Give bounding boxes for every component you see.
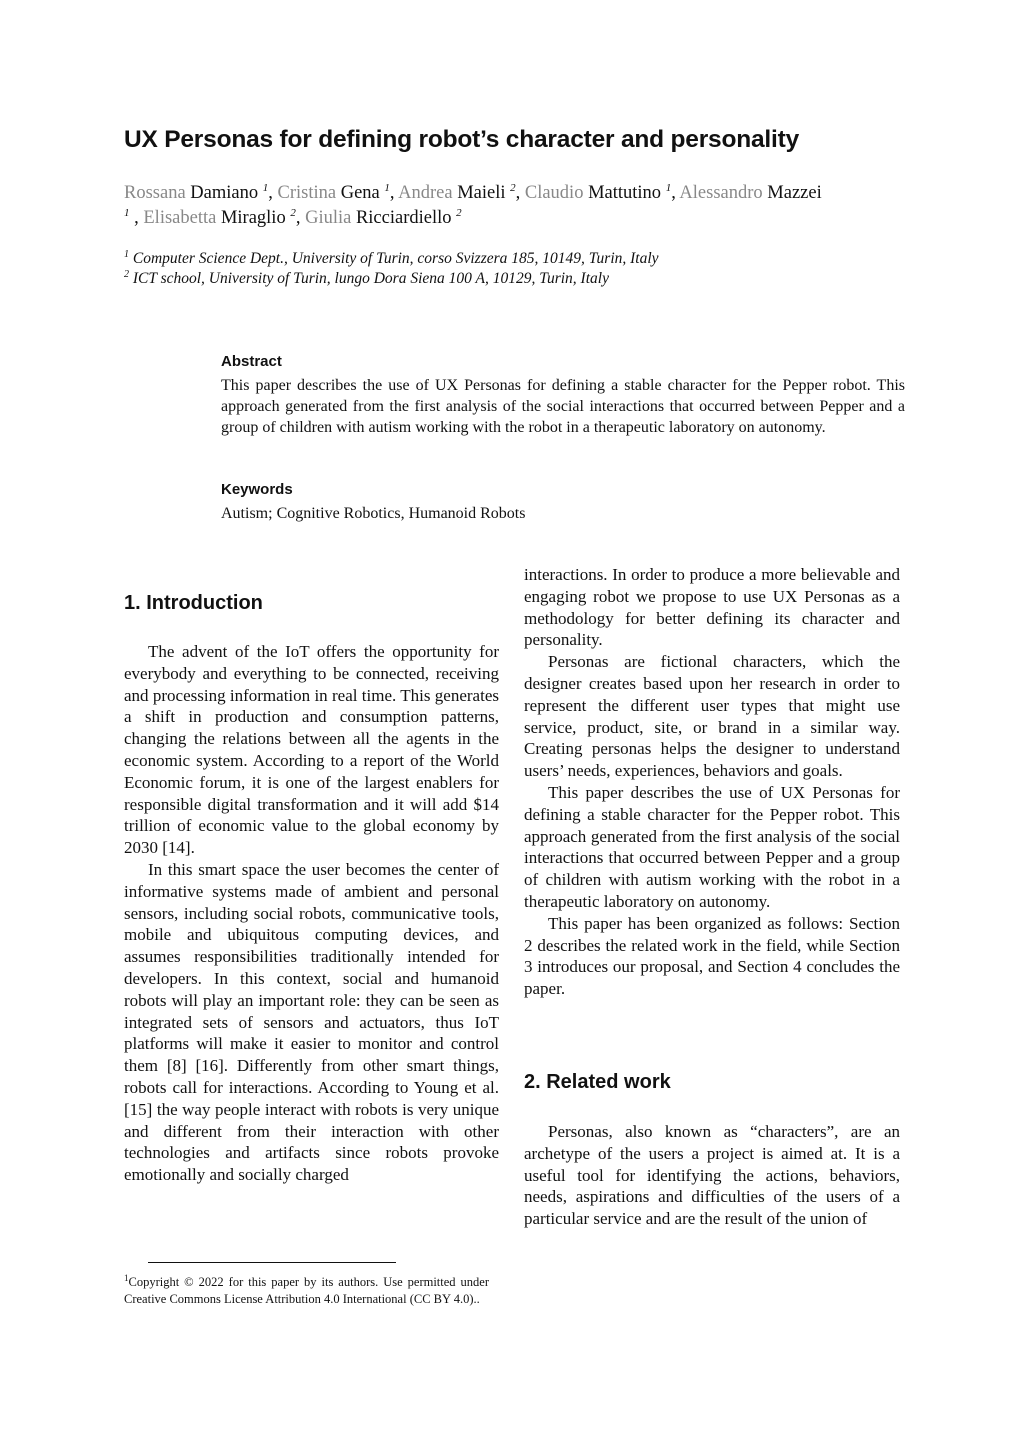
paragraph: In this smart space the user becomes the center of informative systems made of ambient and personal sensors, including social robots, communicative tools, mobile and ubiquitous computing devices, and assumes responsibilities traditionally intended for developers. In this context, social and humanoid robots will play an important role: they can be seen as integrated sets of sensors and actuators, thus IoT platforms will make it easier to monitor and control them [8] [16]. Differently from other smart things, robots call for interactions. According to Young et al. [15] the way people interact with robots is very unique and different from their interaction with other technologies and artifacts since robots provoke emotionally and socially charged — [124, 859, 499, 1185]
paragraph: interactions. In order to produce a more believable and engaging robot we propose to use UX Personas as a methodology for better defining its character and personality. — [524, 565, 900, 650]
affiliations — [124, 249, 659, 289]
paragraph: Personas, also known as “characters”, are an archetype of the users a project is aimed at. It is a useful tool for identifying the actions, behaviors, needs, aspirations and difficulties of the users of a particular service and are the result of the union of — [524, 1122, 900, 1229]
author: Andrea Maieli $^2$ — [398, 182, 516, 203]
author: Giulia Ricciardiello $^2$ — [305, 207, 462, 228]
footnote: $^1$Copyright © 2022 for this paper by its authors. Use permitted under Creative Commons License Attribution 4.0 International (CC BY 4.0).. — [124, 1273, 489, 1306]
author: Claudio Mattutino $^1$ — [524, 182, 672, 203]
keywords-heading: Keywords — [221, 481, 293, 498]
author: Rossana Damiano $^1$ — [124, 182, 269, 203]
author: Cristina Gena $^1$ — [277, 182, 390, 203]
affiliation: $^2$ ICT school, University of Turin, lungo Dora Siena 100 A, 10129, Turin, Italy — [124, 269, 609, 287]
paragraph: This paper has been organized as follows: Section 2 describes the related work in the field, while Section 3 introduces our proposal, and Section 4 concludes the paper. — [524, 913, 900, 999]
abstract-text: This paper describes the use of UX Personas for defining a stable character for the Pepper robot. This approach generated from the first analysis of the social interactions that occurred between Pepper and a group of children with autism working with the robot in a therapeutic laboratory on autonomy. — [221, 377, 905, 436]
right-column-bottom — [524, 1121, 900, 1230]
paragraph: Personas are fictional characters, which the designer creates based upon her research in order to represent the different user types that might use service, product, site, or brand in a similar way. Creating personas helps the designer to understand users’ needs, experiences, behaviors and goals. — [524, 652, 900, 781]
paragraph: The advent of the IoT offers the opportunity for everybody and everything to be connected, receiving and processing information in real time. This generates a shift in production and consumption patterns, changing the relations between all the agents in the economic system. According to a report of the World Economic forum, it is one of the largest enablers for responsible digital transformation and it will add $14 trillion of economic value to the global economy by 2030 [14]. — [124, 642, 499, 858]
footnote-rule — [148, 1262, 396, 1263]
affiliation: $^1$ Computer Science Dept., University of Turin, corso Svizzera 185, 10149, Turin, Italy — [124, 249, 659, 267]
author: Elisabetta Miraglio $^2$ — [143, 207, 296, 228]
paper-title: UX Personas for defining robot’s character and personality — [124, 126, 800, 153]
abstract-heading: Abstract — [221, 353, 282, 370]
left-column — [124, 641, 499, 1186]
keywords-text: Autism; Cognitive Robotics, Humanoid Robots — [221, 505, 526, 522]
section-heading-related-work: 2. Related work — [524, 1071, 671, 1093]
section-heading-introduction: 1. Introduction — [124, 592, 263, 614]
author: Alessandro Mazzei $^1$ — [124, 183, 822, 219]
author-list: Rossana Damiano $^1$, Cristina Gena $^1$, Andrea Maieli $^2$, Claudio Mattutino $^1$, Alessandro Mazzei $^1$ , Elisabetta Miraglio $^2$, Giulia Ricciardiello $^2$ — [124, 182, 822, 228]
paragraph: This paper describes the use of UX Personas for defining a stable character for the Pepper robot. This approach generated from the first analysis of the social interactions that occurred between Pepper and a group of children with autism working with the robot in a therapeutic laboratory on autonomy. — [524, 782, 900, 911]
right-column-top — [524, 564, 900, 1000]
